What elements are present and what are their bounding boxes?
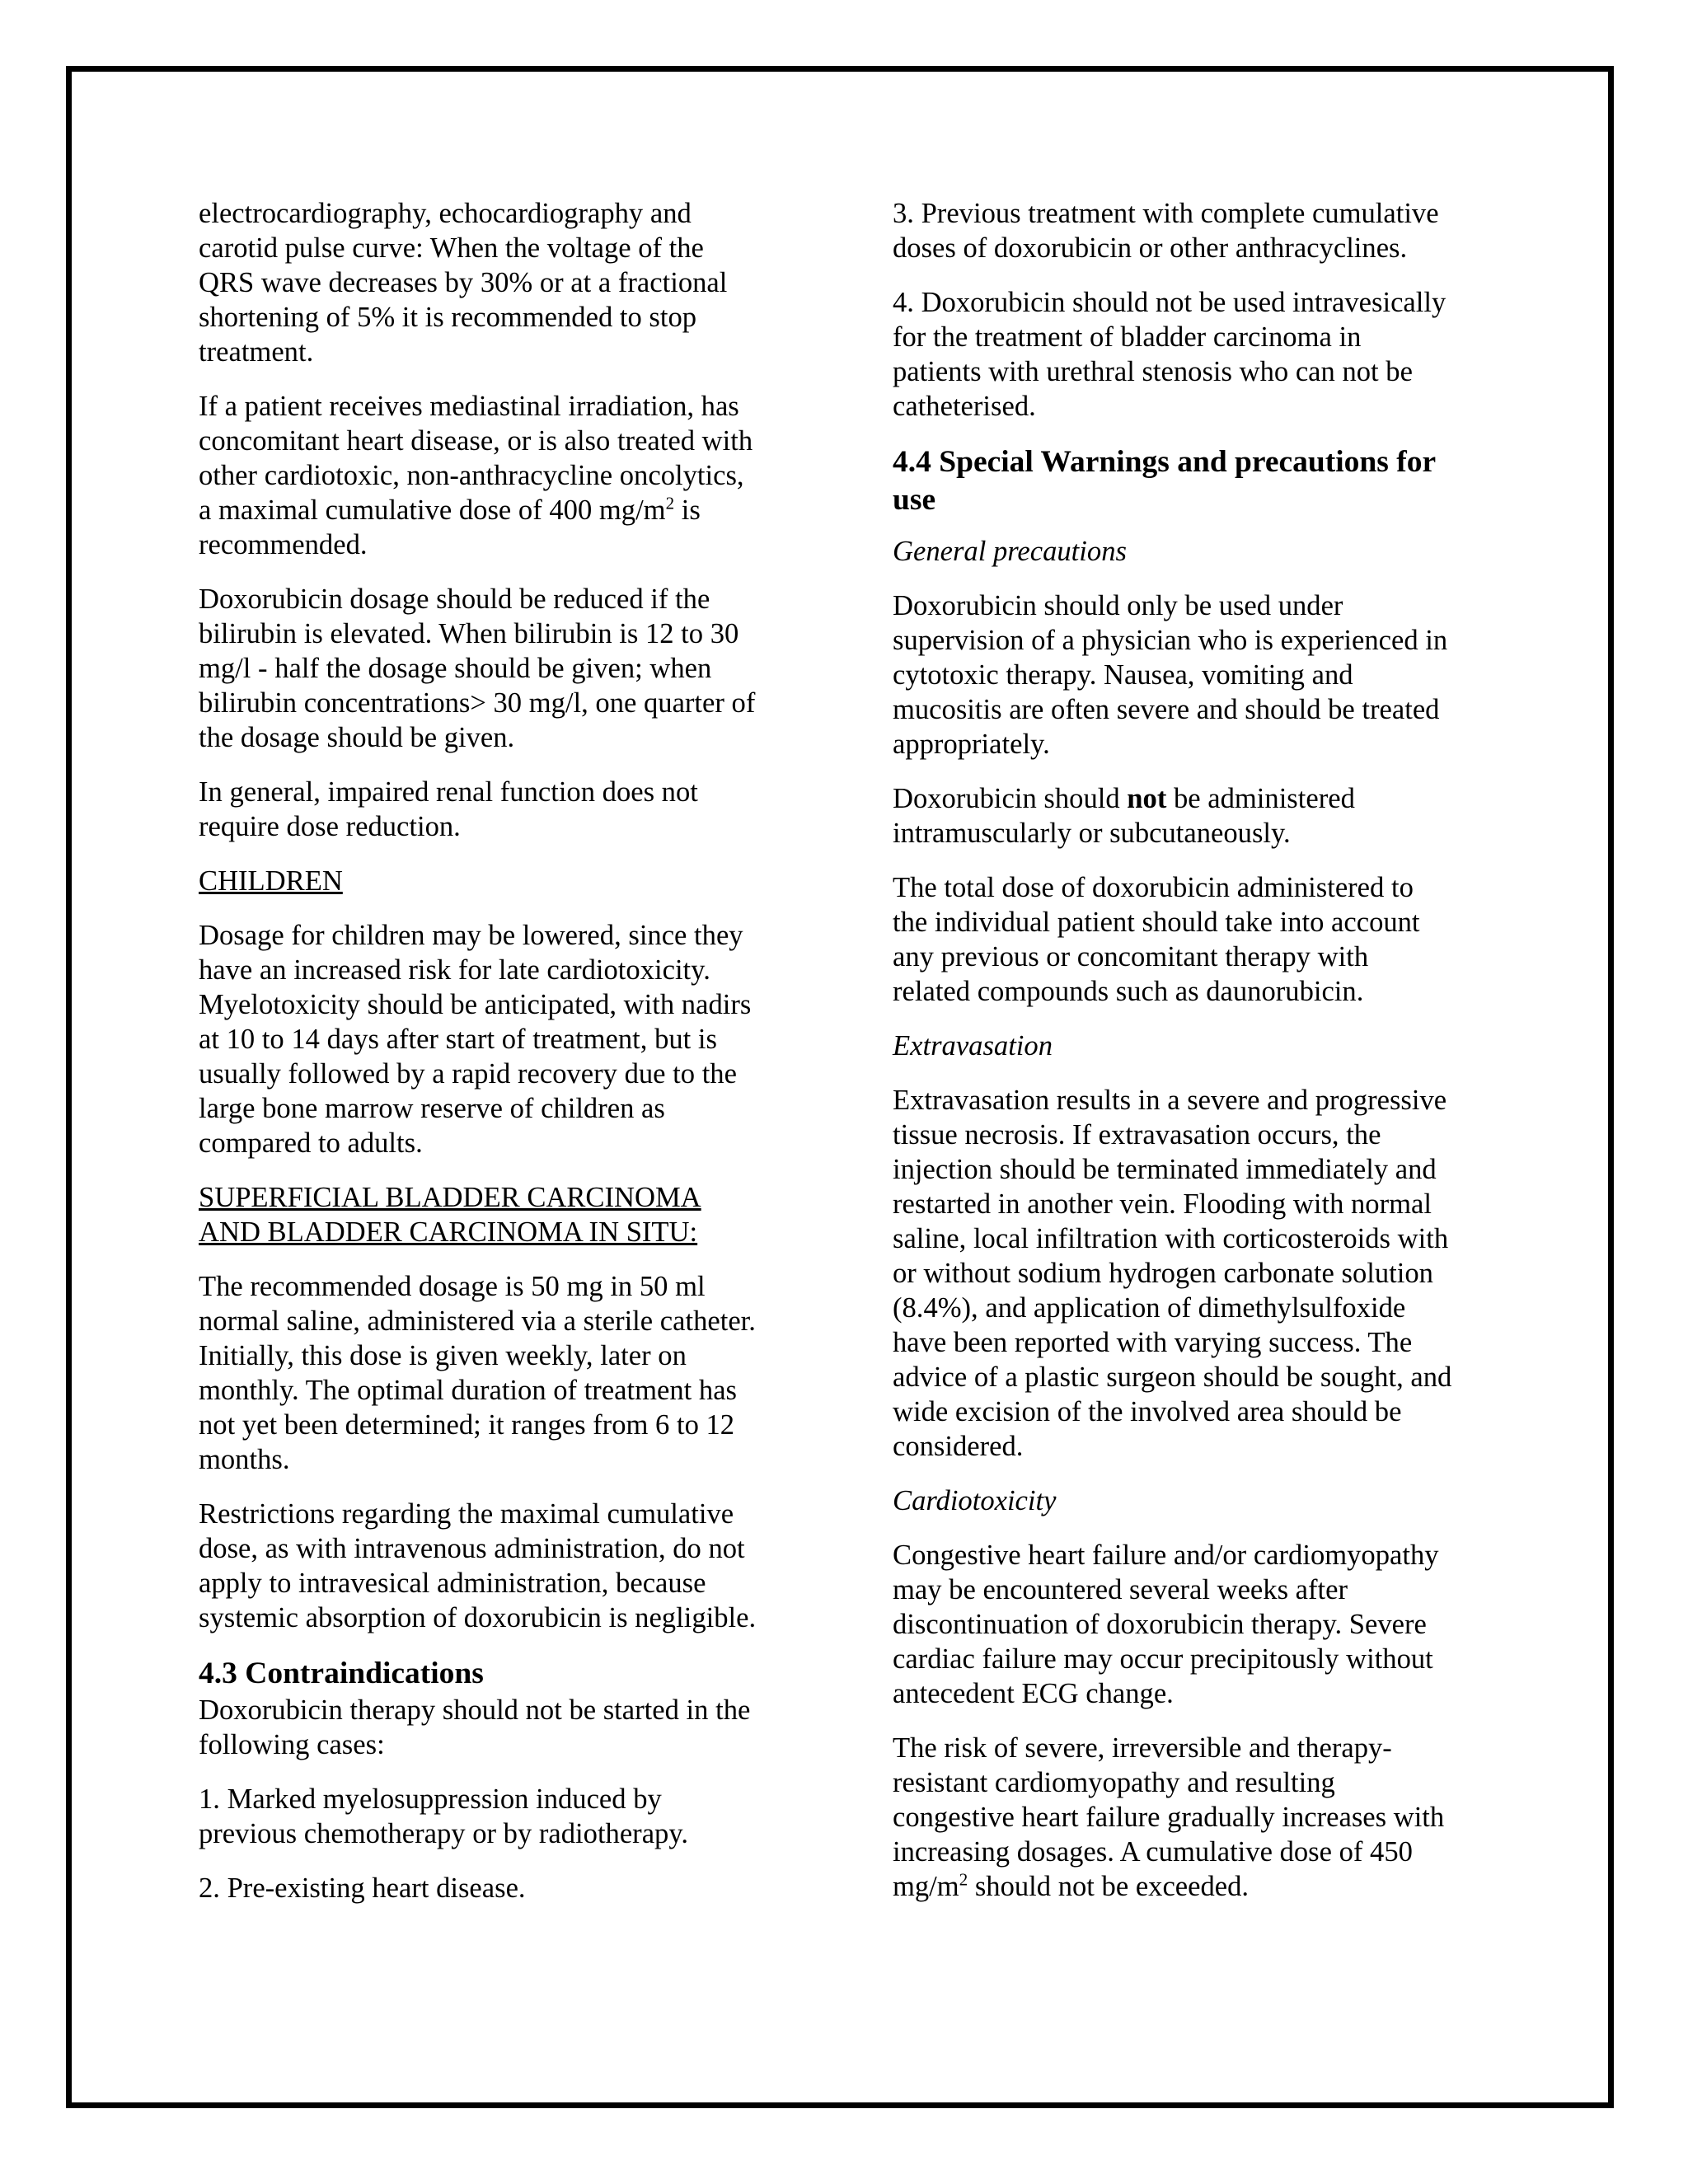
text-line: Dosage for children may be lowered, since they xyxy=(199,920,743,951)
text-line: The risk of severe, irreversible and therapy- xyxy=(893,1732,1392,1764)
text-fragment: should not be exceeded. xyxy=(968,1871,1250,1902)
cardiotoxicity-subheading xyxy=(893,1483,1494,1518)
text-line: General precautions xyxy=(893,536,1127,567)
text-fragment: Doxorubicin should xyxy=(893,783,1128,814)
text-line: considered. xyxy=(893,1431,1024,1462)
text-line: compared to adults. xyxy=(199,1127,423,1159)
paragraph-congestive-heart-failure xyxy=(893,1538,1494,1711)
text-line: patients with urethral stenosis who can not be xyxy=(893,356,1413,387)
right-column xyxy=(893,196,1494,1924)
text-line: following cases: xyxy=(199,1729,385,1760)
text-line: 1. Marked myelosuppression induced by xyxy=(199,1783,662,1815)
extravasation-subheading xyxy=(893,1029,1494,1063)
text-line: dose, as with intravenous administration, do not xyxy=(199,1533,745,1564)
text-line: increasing dosages. A cumulative dose of 450 xyxy=(893,1836,1413,1868)
text-line: QRS wave decreases by 30% or at a fractional xyxy=(199,267,728,298)
text-line: recommended. xyxy=(199,529,368,560)
text-line: bilirubin concentrations> 30 mg/l, one quarter of xyxy=(199,687,756,719)
special-warnings-heading xyxy=(893,443,1494,519)
text-line: wide excision of the involved area should be xyxy=(893,1396,1402,1427)
text-line: supervision of a physician who is experienced in xyxy=(893,625,1448,656)
text-line: restarted in another vein. Flooding with normal xyxy=(893,1188,1432,1220)
text-line: 4.4 Special Warnings and precautions for xyxy=(893,445,1437,479)
text-fragment: is xyxy=(674,494,701,526)
text-line: systemic absorption of doxorubicin is negligible. xyxy=(199,1602,757,1633)
text-line: bilirubin is elevated. When bilirubin is 12 to 30 xyxy=(199,618,739,649)
text-line: tissue necrosis. If extravasation occurs, the xyxy=(893,1119,1381,1151)
text-line: (8.4%), and application of dimethylsulfoxide xyxy=(893,1292,1406,1324)
text-line: treatment. xyxy=(199,336,314,368)
text-line: normal saline, administered via a sterile catheter. xyxy=(199,1305,756,1337)
text-line: Myelotoxicity should be anticipated, with nadirs xyxy=(199,989,752,1020)
text-line: Restrictions regarding the maximal cumulative xyxy=(199,1498,734,1530)
text-line: monthly. The optimal duration of treatment has xyxy=(199,1375,737,1406)
text-line: The recommended dosage is 50 mg in 50 ml xyxy=(199,1271,706,1302)
text-line: congestive heart failure gradually increases with xyxy=(893,1802,1445,1833)
text-line: The total dose of doxorubicin administered to xyxy=(893,872,1414,903)
text-line: appropriately. xyxy=(893,729,1050,760)
text-line: Cardiotoxicity xyxy=(893,1485,1057,1516)
text-line: antecedent ECG change. xyxy=(893,1678,1174,1709)
text-line: 4.3 Contraindications xyxy=(199,1657,484,1690)
text-line: carotid pulse curve: When the voltage of the xyxy=(199,232,704,264)
text-line: Doxorubicin therapy should not be started in the xyxy=(199,1694,751,1726)
text-line: Doxorubicin dosage should be reduced if the xyxy=(199,583,710,615)
text-line: cytotoxic therapy. Nausea, vomiting and xyxy=(893,659,1353,691)
text-line: apply to intravesical administration, because xyxy=(199,1568,706,1599)
text-line: resistant cardiomyopathy and resulting xyxy=(893,1767,1335,1798)
text-line: previous chemotherapy or by radiotherapy. xyxy=(199,1818,689,1849)
contraindication-item-1 xyxy=(199,1782,804,1851)
text-line: related compounds such as daunorubicin. xyxy=(893,976,1364,1007)
paragraph-total-dose xyxy=(893,870,1494,1009)
text-line: Extravasation xyxy=(893,1030,1053,1062)
text-line: may be encountered several weeks after xyxy=(893,1574,1348,1605)
text-line: SUPERFICIAL BLADDER CARCINOMA xyxy=(199,1182,701,1213)
text-line: CHILDREN xyxy=(199,865,343,897)
text-line: AND BLADDER CARCINOMA IN SITU: xyxy=(199,1216,698,1248)
text-line: other cardiotoxic, non-anthracycline oncolytics, xyxy=(199,460,744,491)
text-line: intramuscularly or subcutaneously. xyxy=(893,818,1291,849)
text-line: the dosage should be given. xyxy=(199,722,515,753)
paragraph-mediastinal-irradiation xyxy=(199,389,804,562)
text-line: concomitant heart disease, or is also treated with xyxy=(199,425,753,457)
paragraph-children-dosage xyxy=(199,918,804,1160)
bold-emphasis: not xyxy=(1127,783,1167,814)
text-line: any previous or concomitant therapy with xyxy=(893,941,1369,972)
text-line: 2. Pre-existing heart disease. xyxy=(199,1872,526,1904)
text-line: cardiac failure may occur precipitously without xyxy=(893,1643,1433,1675)
text-line: discontinuation of doxorubicin therapy. Severe xyxy=(893,1609,1427,1640)
text-line: 3. Previous treatment with complete cumulative xyxy=(893,198,1439,229)
text-line: large bone marrow reserve of children as xyxy=(199,1093,665,1124)
text-line: advice of a plastic surgeon should be sought, and xyxy=(893,1361,1452,1393)
paragraph-contraindications-intro xyxy=(199,1693,804,1762)
text-line: Congestive heart failure and/or cardiomyopathy xyxy=(893,1540,1439,1571)
text-line xyxy=(199,493,804,527)
text-line xyxy=(893,781,1494,816)
paragraph-ecg-monitoring xyxy=(199,196,804,369)
paragraph-restrictions xyxy=(199,1497,804,1635)
paragraph-cardiomyopathy-risk xyxy=(893,1731,1494,1904)
text-line: the individual patient should take into account xyxy=(893,907,1420,938)
text-line: have an increased risk for late cardiotoxicity. xyxy=(199,954,710,986)
contraindication-item-3 xyxy=(893,196,1494,265)
text-line: catheterised. xyxy=(893,391,1036,422)
text-line: Initially, this dose is given weekly, later on xyxy=(199,1340,687,1371)
text-line: usually followed by a rapid recovery due to the xyxy=(199,1058,737,1090)
text-line: or without sodium hydrogen carbonate solution xyxy=(893,1258,1433,1289)
text-line: have been reported with varying success. The xyxy=(893,1327,1413,1358)
paragraph-administration-route xyxy=(893,781,1494,851)
superscript: 2 xyxy=(665,493,675,513)
general-precautions-subheading xyxy=(893,534,1494,569)
text-line: In general, impaired renal function does not xyxy=(199,776,698,808)
paragraph-renal-function xyxy=(199,775,804,844)
text-line: mg/l - half the dosage should be given; when xyxy=(199,653,712,684)
text-line: Doxorubicin should only be used under xyxy=(893,590,1343,621)
paragraph-bladder-dosage xyxy=(199,1269,804,1477)
text-line: Extravasation results in a severe and progressive xyxy=(893,1085,1447,1116)
text-fragment: be administered xyxy=(1166,783,1355,814)
paragraph-bilirubin xyxy=(199,582,804,755)
superscript: 2 xyxy=(959,1869,968,1890)
text-fragment: mg/m xyxy=(893,1871,959,1902)
text-line: 4. Doxorubicin should not be used intravesically xyxy=(893,287,1447,318)
text-line xyxy=(893,1869,1494,1904)
text-line: use xyxy=(893,483,936,517)
children-heading xyxy=(199,864,804,898)
text-line: saline, local infiltration with corticosteroids with xyxy=(893,1223,1449,1254)
contraindications-heading xyxy=(199,1655,804,1693)
text-line: electrocardiography, echocardiography and xyxy=(199,198,692,229)
paragraph-extravasation xyxy=(893,1083,1494,1464)
text-line: months. xyxy=(199,1444,290,1475)
text-line: doses of doxorubicin or other anthracyclines. xyxy=(893,232,1408,264)
paragraph-supervision xyxy=(893,588,1494,762)
bladder-carcinoma-heading xyxy=(199,1180,804,1249)
text-line: for the treatment of bladder carcinoma in xyxy=(893,321,1362,353)
text-line: not yet been determined; it ranges from 6 to 12 xyxy=(199,1409,735,1441)
contraindication-item-4 xyxy=(893,285,1494,424)
left-column xyxy=(199,196,804,1925)
text-line: require dose reduction. xyxy=(199,811,461,842)
text-line: mucositis are often severe and should be treated xyxy=(893,694,1440,725)
text-line: at 10 to 14 days after start of treatment, but is xyxy=(199,1024,717,1055)
text-line: If a patient receives mediastinal irradiation, has xyxy=(199,391,739,422)
text-fragment: a maximal cumulative dose of 400 mg/m xyxy=(199,494,666,526)
text-line: injection should be terminated immediately and xyxy=(893,1154,1437,1185)
contraindication-item-2 xyxy=(199,1871,804,1905)
text-line: shortening of 5% it is recommended to stop xyxy=(199,302,697,333)
